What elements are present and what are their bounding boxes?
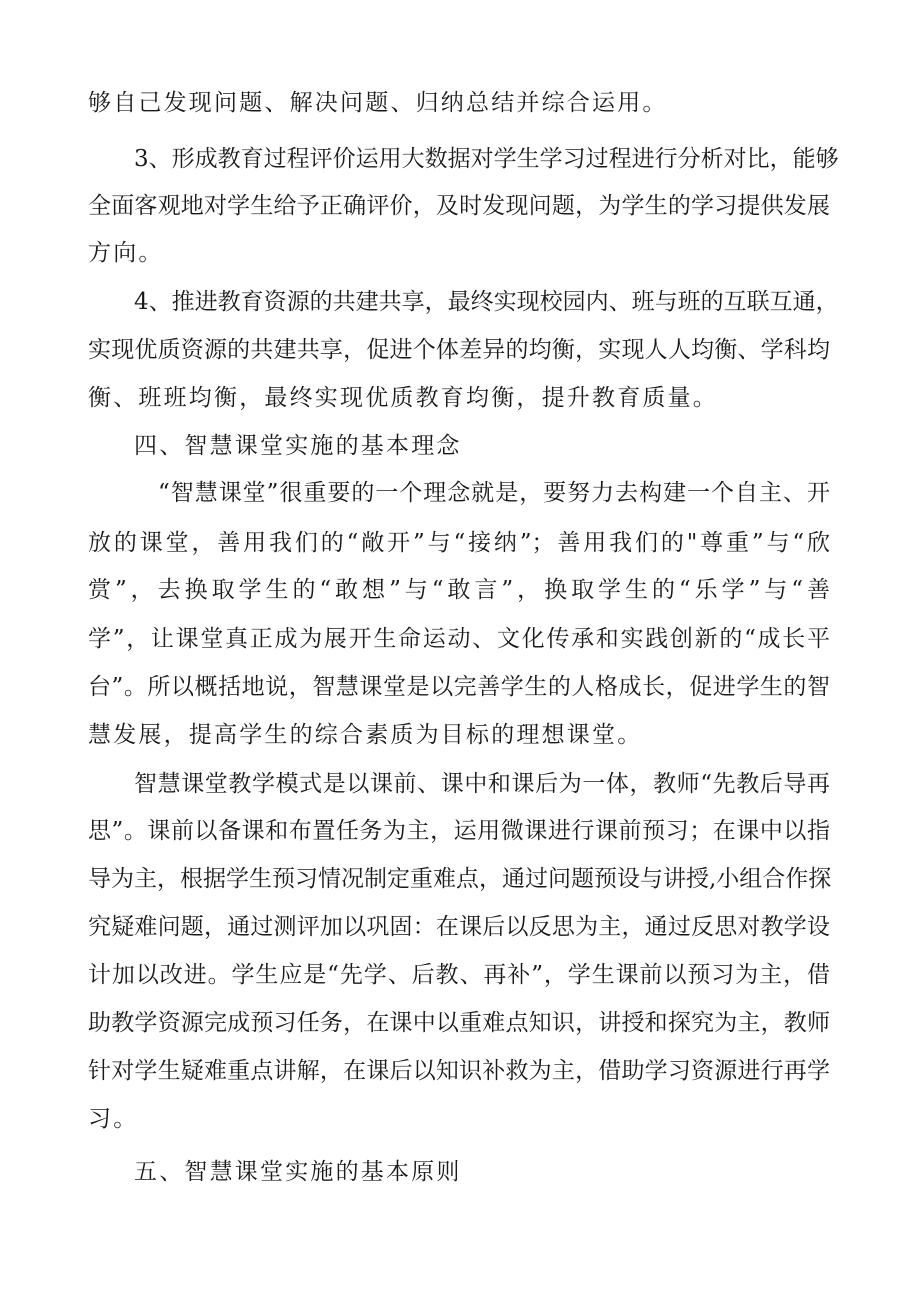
text-line: 赏”，去换取学生的“敢想”与“敢言”，换取学生的“乐学”与“善 [88, 577, 830, 603]
text-line: 智慧课堂教学模式是以课前、课中和课后为一体，教师“先教后导再 [134, 771, 830, 797]
text-line: 台”。所以概括地说，智慧课堂是以完善学生的人格成长，促进学生的智 [88, 674, 830, 700]
text-line: 助教学资源完成预习任务，在课中以重难点知识，讲授和探究为主，教师 [88, 1010, 830, 1036]
text-line: 3、形成教育过程评价运用大数据对学生学习过程进行分析对比，能够 [134, 146, 839, 172]
text-line: 全面客观地对学生给予正确评价，及时发现问题，为学生的学习提供发展 [88, 193, 830, 219]
text-line: 计加以改进。学生应是“先学、后教、再补”，学生课前以预习为主，借 [88, 962, 830, 988]
text-line: 究疑难问题，通过测评加以巩固：在课后以反思为主，通过反思对教学设 [88, 914, 830, 940]
text-line: 习。 [88, 1106, 139, 1132]
text-line: 衡、班班均衡，最终实现优质教育均衡，提升教育质量。 [88, 385, 718, 411]
text-line: 导为主，根据学生预习情况制定重难点，通过问题预设与讲授,小组合作探 [88, 866, 832, 892]
text-line: 学”，让课堂真正成为展开生命运动、文化传承和实践创新的“成长平 [88, 626, 830, 652]
text-line: “智慧课堂”很重要的一个理念就是，要努力去构建一个自主、开 [158, 480, 830, 506]
text-line: 针对学生疑难重点讲解，在课后以知识补救为主，借助学习资源进行再学 [88, 1058, 830, 1084]
text-line: 够自己发现问题、解决问题、归纳总结并综合运用。 [88, 90, 668, 116]
section-heading: 五、智慧课堂实施的基本原则 [134, 1159, 462, 1185]
section-heading: 四、智慧课堂实施的基本理念 [134, 433, 462, 459]
text-line: 思”。课前以备课和布置任务为主，运用微课进行课前预习；在课中以指 [88, 818, 830, 844]
text-line: 方向。 [88, 240, 164, 266]
text-line: 4、推进教育资源的共建共享，最终实现校园内、班与班的互联互通， [134, 289, 839, 315]
text-line: 放的课堂，善用我们的“敞开”与“接纳”；善用我们的"尊重”与“欣 [88, 530, 830, 556]
text-line: 慧发展，提高学生的综合素质为目标的理想课堂。 [88, 722, 643, 748]
text-line: 实现优质资源的共建共享，促进个体差异的均衡，实现人人均衡、学科均 [88, 337, 830, 363]
